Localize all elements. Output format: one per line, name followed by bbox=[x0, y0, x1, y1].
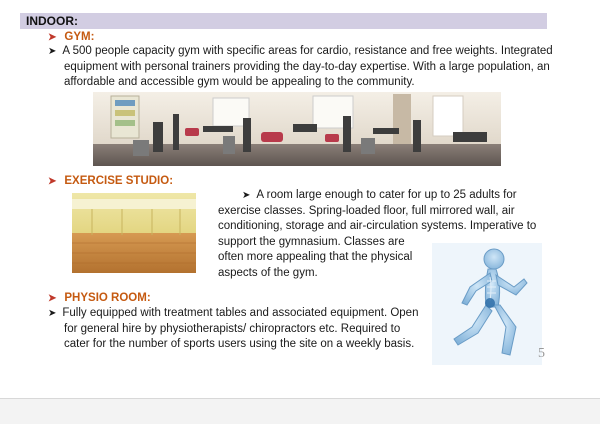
physio-line-3: cater for the number of sports users using the site on a weekly basis. bbox=[64, 338, 415, 350]
studio-line-3: conditioning, storage and air-circulation systems. Imperative to bbox=[218, 220, 537, 232]
gym-line-1: A 500 people capacity gym with specific areas for cardio, resistance and free weights. Integrated bbox=[62, 45, 553, 57]
physio-paragraph bbox=[48, 306, 428, 353]
section-header-bar bbox=[20, 13, 547, 29]
document-footer-strip bbox=[0, 398, 600, 424]
studio-line-1: A room large enough to cater for up to 25 adults for bbox=[256, 189, 517, 201]
arrow-bullet-icon: ➤ bbox=[48, 176, 57, 187]
gym-heading-row bbox=[48, 30, 94, 45]
studio-heading-row bbox=[48, 174, 173, 189]
arrowhead-bullet-icon: ➤ bbox=[242, 190, 251, 201]
studio-line-6: aspects of the gym. bbox=[218, 266, 318, 279]
section-title: INDOOR: bbox=[26, 14, 78, 28]
page-number: 5 bbox=[538, 346, 545, 361]
physio-heading: PHYSIO ROOM: bbox=[64, 292, 151, 304]
arrowhead-bullet-icon: ➤ bbox=[48, 308, 57, 319]
arrowhead-bullet-icon: ➤ bbox=[48, 46, 57, 57]
physio-line-2: for general hire by physiotherapists/ chiropractors etc. Required to bbox=[64, 322, 401, 335]
studio-heading: EXERCISE STUDIO: bbox=[64, 175, 174, 187]
gym-photo bbox=[93, 92, 501, 166]
arrow-bullet-icon: ➤ bbox=[48, 293, 57, 304]
physio-line-1: Fully equipped with treatment tables and associated equipment. Open bbox=[62, 307, 419, 319]
studio-line-2: exercise classes. Spring-loaded floor, full mirrored wall, air bbox=[218, 204, 515, 217]
gym-heading: GYM: bbox=[64, 31, 95, 43]
studio-line-5: often more appealing that the physical bbox=[218, 251, 413, 263]
arrow-bullet-icon: ➤ bbox=[48, 32, 57, 43]
studio-line-4: support the gymnasium. Classes are bbox=[218, 235, 405, 248]
physio-heading-row bbox=[48, 291, 151, 306]
running-skeleton-illustration bbox=[432, 243, 542, 365]
exercise-studio-photo bbox=[72, 193, 196, 273]
gym-line-3: affordable and accessible gym would be appealing to the community. bbox=[64, 76, 415, 88]
gym-line-2: equipment with personal trainers providing the day-to-day expertise. With a large population, an bbox=[64, 60, 550, 73]
gym-paragraph bbox=[48, 44, 558, 91]
